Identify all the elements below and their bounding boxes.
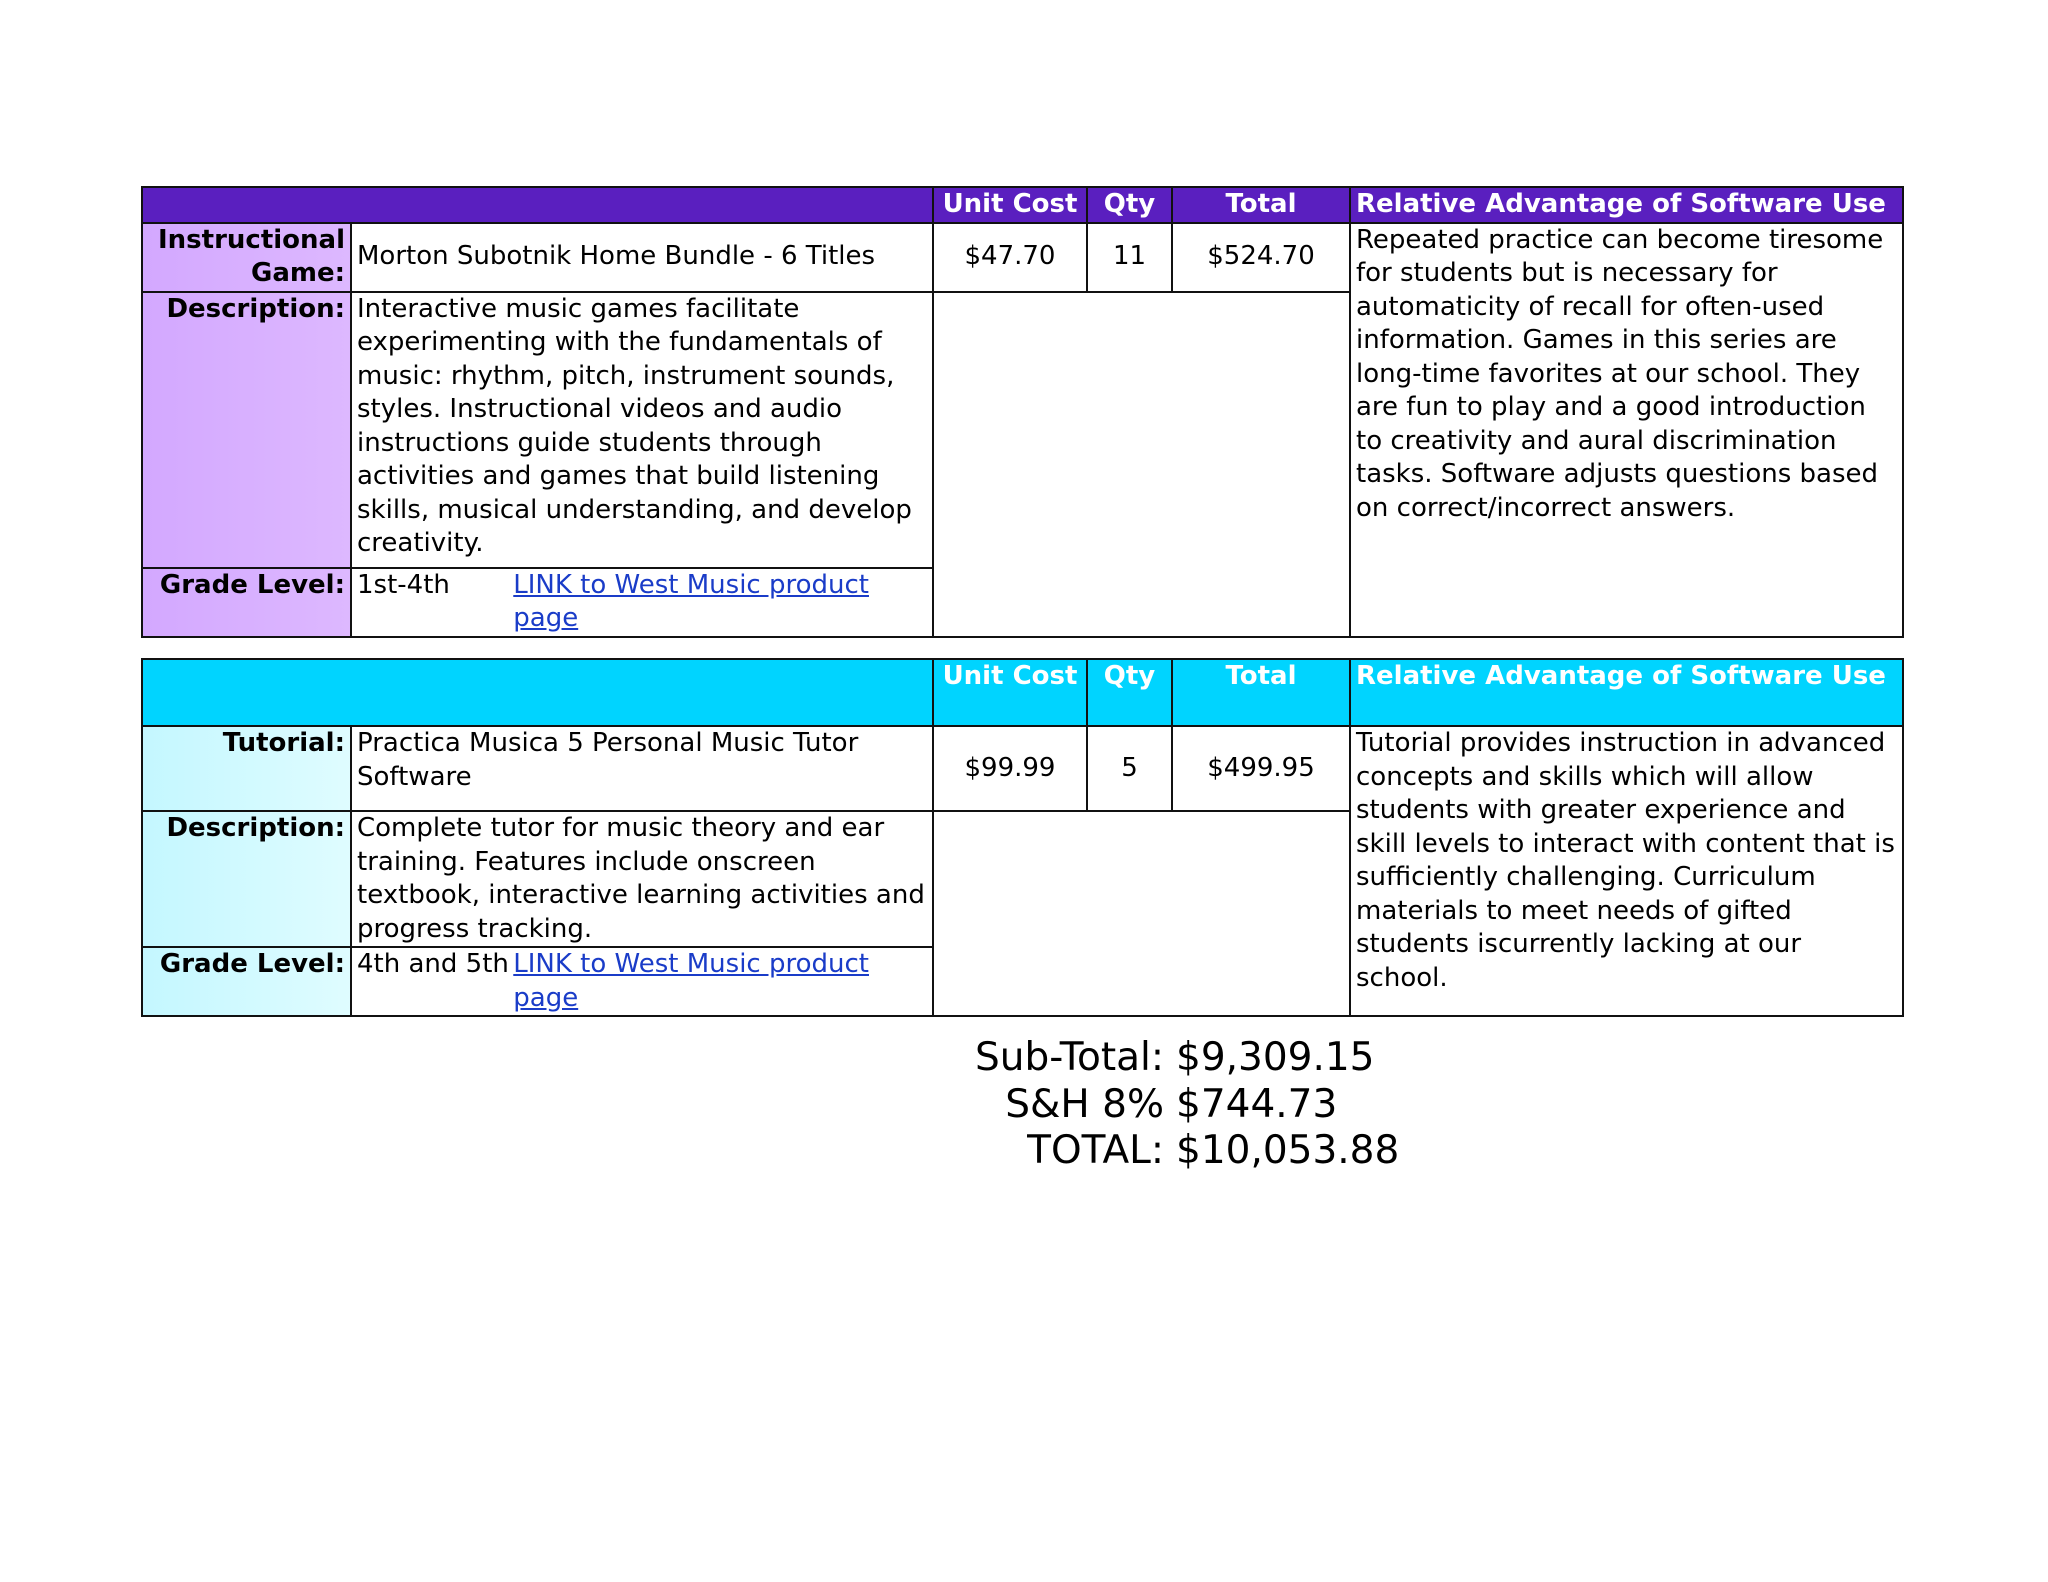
relative-advantage-text: Repeated practice can become tiresome for students but is necessary for automaticity of recall for often-used information. Games in this series are long-time favorites at our school. They are fun to play and a good introduction to creativity and aural discrimination tasks. Software adjusts questions based on correct/incorrect answers. — [1350, 223, 1903, 637]
qty-value: 11 — [1087, 223, 1172, 292]
shipping-value: $744.73 — [1176, 1081, 1338, 1127]
description-text: Interactive music games facilitate experimenting with the fundamentals of music: rhythm, pitch, instrument sounds, styles. Instructional videos and audio instructions guide students through activities and games that build listening skills, musical understanding, and develop creativity. — [351, 292, 933, 568]
empty-cost-area — [933, 292, 1350, 637]
grand-total-value: $10,053.88 — [1176, 1128, 1400, 1173]
product-name: Practica Musica 5 Personal Music Tutor Software — [351, 726, 933, 811]
header-relative-advantage: Relative Advantage of Software Use — [1350, 659, 1903, 726]
grade-level-label: Grade Level: — [142, 568, 351, 637]
item-row — [142, 223, 1903, 292]
total-value: $524.70 — [1172, 223, 1350, 292]
description-label: Description: — [142, 292, 351, 568]
grade-level-cell — [351, 947, 933, 1016]
product-name: Morton Subotnik Home Bundle - 6 Titles — [351, 223, 933, 292]
relative-advantage-text: Tutorial provides instruction in advanced concepts and skills which will allow students with greater experience and skill levels to interact with content that is sufficiently challenging. Curriculum materials to meet needs of gifted students iscurrently lacking at our school. — [1350, 726, 1903, 1016]
grade-level-label: Grade Level: — [142, 947, 351, 1016]
grand-total-row — [960, 1128, 1399, 1175]
empty-cost-area — [933, 811, 1350, 1016]
total-value: $499.95 — [1172, 726, 1350, 811]
header-qty: Qty — [1087, 187, 1172, 223]
table-header-row — [142, 659, 1903, 726]
header-qty: Qty — [1087, 659, 1172, 726]
subtotal-label: Sub-Total: — [975, 1035, 1164, 1080]
subtotal-value: $9,309.15 — [1176, 1035, 1375, 1080]
description-label: Description: — [142, 811, 351, 947]
grand-total-label: TOTAL: — [1027, 1128, 1164, 1173]
order-totals — [960, 1035, 1399, 1175]
header-unit-cost: Unit Cost — [933, 659, 1087, 726]
grade-level-value: 4th and 5th — [357, 949, 509, 979]
header-total: Total — [1172, 187, 1350, 223]
grade-level-cell — [351, 568, 933, 637]
header-unit-cost: Unit Cost — [933, 187, 1087, 223]
item-row — [142, 726, 1903, 811]
grade-level-value: 1st-4th — [357, 569, 450, 600]
category-label: Instructional Game: — [142, 223, 351, 292]
header-relative-advantage: Relative Advantage of Software Use — [1350, 187, 1903, 223]
shipping-label: S&H 8% — [1005, 1081, 1164, 1127]
item-table-instructional-game — [141, 186, 1904, 638]
subtotal-row — [960, 1035, 1399, 1082]
header-blank-cell — [142, 659, 933, 726]
description-text: Complete tutor for music theory and ear training. Features include onscreen textbook, interactive learning activities and progress tracking. — [351, 811, 933, 947]
unit-cost-value: $47.70 — [933, 223, 1087, 292]
table-header-row — [142, 187, 1903, 223]
header-total: Total — [1172, 659, 1350, 726]
category-label: Tutorial: — [142, 726, 351, 811]
qty-value: 5 — [1087, 726, 1172, 811]
west-music-product-link[interactable]: LINK to West Music product page — [513, 569, 869, 633]
header-blank-cell — [142, 187, 933, 223]
shipping-row — [960, 1082, 1399, 1129]
item-table-tutorial — [141, 658, 1904, 1017]
unit-cost-value: $99.99 — [933, 726, 1087, 811]
west-music-product-link[interactable]: LINK to West Music product page — [513, 949, 869, 1013]
